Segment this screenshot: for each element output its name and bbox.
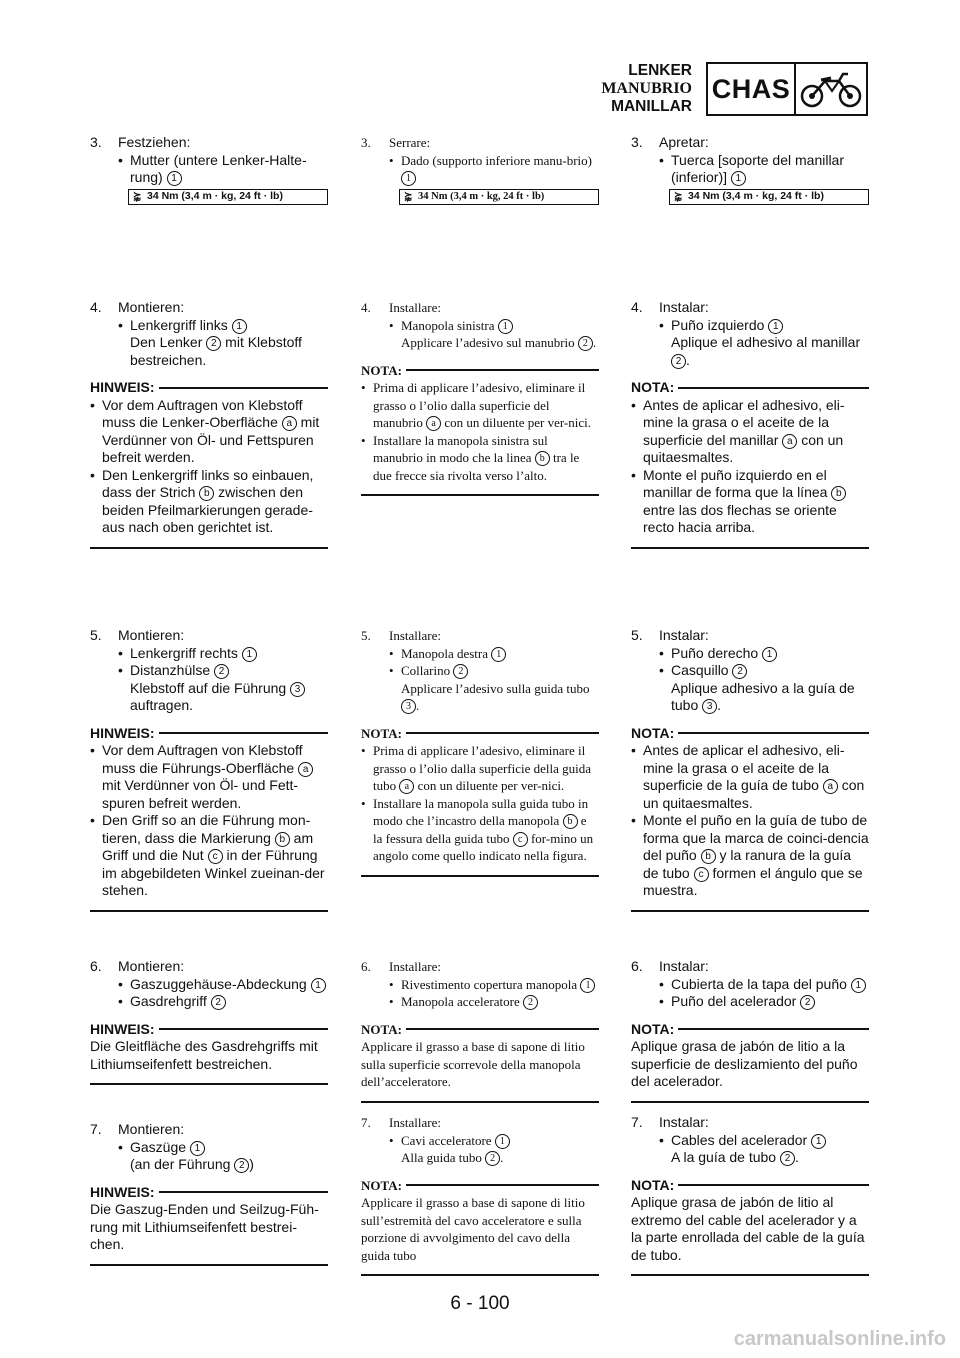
note-end-rule	[90, 910, 328, 912]
callout-mark: b	[535, 451, 550, 466]
col-de-step4	[90, 299, 328, 549]
callout-1: 1	[167, 171, 182, 186]
step-number: 4.	[361, 300, 371, 315]
bullet: •	[118, 151, 123, 168]
page-number: 6 - 100	[450, 1293, 510, 1314]
bullet: •	[631, 396, 636, 413]
callout-mark: 1	[491, 647, 506, 662]
note-end-rule	[631, 1274, 869, 1276]
watermark: carmanualsonline.info	[733, 1328, 946, 1350]
note-end-rule	[361, 494, 599, 496]
col-es-step6: 6. Instalar: • Cubierta de la tapa del puño 1 • Puño del acelerador 2 NOTA: Aplique grasa de jabón de litio a la superficie de deslizamiento del puño del acelerador.	[631, 958, 869, 1103]
step-heading: 7. Instalar:	[631, 1114, 709, 1130]
callout-mark: 2	[206, 336, 221, 351]
bullet: •	[631, 466, 636, 483]
wrench-icon: ⪺	[133, 190, 142, 202]
torque-spec: ⪺ 34 Nm (3,4 m · kg, 24 ft · lb)	[128, 189, 328, 205]
callout-mark: 2	[234, 1158, 249, 1173]
note-end-rule	[631, 1101, 869, 1103]
heading-rule	[678, 1028, 869, 1030]
bullet: •	[90, 812, 95, 828]
col-it-step7: 7. Installare: • Cavi acceleratore 1 Alla guida tubo 2 . NOTA: Applicare il grasso a base di sapone di litio sull’estremità del cavo acceleratore e sulla porzione di avvolgimento del cavo della guida tubo	[361, 1114, 599, 1276]
step-heading: 3. Apretar:	[631, 134, 709, 150]
step-heading: 6. Installare:	[361, 959, 441, 974]
note-heading: NOTA:	[631, 1021, 869, 1039]
bullet: •	[389, 317, 394, 333]
heading-rule	[406, 1028, 599, 1030]
callout-mark: 1	[190, 1141, 205, 1156]
bullet-item: • Dado (supporto inferiore manu-brio) 1	[389, 152, 592, 184]
callout-mark: b	[275, 832, 290, 847]
col-es-step7: 7. Instalar: • Cables del acelerador 1 A la guía de tubo 2 . NOTA: Aplique grasa de jabón de litio al extremo del cable del acelerador y a la parte enrollada del cable de la guía de tubo.	[631, 1114, 869, 1276]
callout-mark: a	[298, 762, 313, 777]
heading-rule	[678, 732, 869, 734]
note-bullet: • Prima di applicare l’adesivo, eliminare il grasso o l’olio dalla superficie della guida tubo a con un diluente per ver-nici.	[361, 743, 592, 793]
callout-mark: 1	[401, 171, 416, 186]
bullet-item: • Cables del acelerador 1	[631, 1132, 869, 1150]
bullet: •	[118, 644, 123, 661]
note-heading: NOTA:	[361, 362, 599, 380]
bullet: •	[361, 432, 366, 448]
step-number: 7.	[90, 1121, 102, 1137]
step-number: 7.	[361, 1115, 371, 1130]
bullet: •	[659, 644, 664, 661]
callout-mark: 1	[242, 647, 257, 662]
step-number: 4.	[90, 299, 102, 315]
note-end-rule	[90, 1264, 328, 1266]
bullet: •	[361, 795, 366, 811]
note-heading: HINWEIS:	[90, 1184, 328, 1202]
col-es-step4	[631, 299, 869, 549]
note-heading: HINWEIS:	[90, 379, 328, 397]
step-number: 3.	[361, 135, 371, 150]
bullet: •	[90, 742, 95, 758]
col-it-step3: 3. Serrare: • Dado (supporto inferiore manu-brio) 1 ⪺ 34 Nm (3,4 m · kg, 24 ft · lb)	[361, 134, 599, 205]
title-es: MANILLAR	[611, 98, 692, 115]
callout-mark: 2	[800, 995, 815, 1010]
bullet: •	[631, 742, 636, 758]
callout-mark: a	[782, 434, 797, 449]
bullet-item: • Gaszuggehäuse-Abdeckung 1	[90, 976, 328, 994]
step-heading: 5. Instalar:	[631, 627, 709, 643]
col-it-step6: 6. Installare: • Rivestimento copertura manopola 1 • Manopola acceleratore 2 NOTA: Applicare il grasso a base di sapone di litio sulla superficie scorrevole della manopola dell’acceleratore.	[361, 958, 599, 1103]
bullet-item: • Manopola destra 1	[361, 645, 599, 663]
note-heading: NOTA:	[361, 725, 599, 743]
note-bullet: • Vor dem Auftragen von Klebstoff muss die Lenker-Oberfläche a mit Verdünner von Öl- und Fettspuren befreit werden.	[90, 396, 320, 465]
callout-mark: b	[831, 486, 846, 501]
section-titles	[601, 62, 692, 116]
note-bullet: • Antes de aplicar el adhesivo, eli-mine la grasa o el aceite de la superficie de la guía de tubo a con un quitaesmaltes.	[631, 742, 865, 811]
sub-instruction: Aplique adhesivo a la guía de tubo 3 .	[671, 679, 855, 713]
step-number: 6.	[631, 958, 643, 974]
heading-rule	[159, 1028, 328, 1030]
wrench-icon: ⪺	[404, 190, 413, 202]
step-heading: 7. Montieren:	[90, 1121, 185, 1137]
callout-mark: 2	[214, 664, 229, 679]
bullet: •	[659, 1131, 664, 1148]
col-de-step7: 7. Montieren: • Gaszüge 1 (an der Führung 2 ) HINWEIS: Die Gaszug-Enden und Seilzug-Füh-rung mit Lithiumseifenfett bestrei-chen.	[90, 1121, 328, 1266]
callout-mark: a	[426, 416, 441, 431]
title-it: MANUBRIO	[601, 80, 692, 97]
note-bullet: • Monte el puño izquierdo en el manillar de forma que la línea b entre las dos flechas se oriente recto hacia arriba.	[631, 467, 869, 537]
heading-rule	[406, 1184, 599, 1186]
bullet-item: • Manopola acceleratore 2	[361, 993, 599, 1011]
note-end-rule	[631, 547, 869, 549]
sub-instruction: Applicare l’adesivo sul manubrio 2 .	[401, 335, 597, 350]
bullet-item: • Rivestimento copertura manopola 1	[361, 976, 599, 994]
step-number: 3.	[90, 134, 102, 150]
note-heading: HINWEIS:	[90, 725, 328, 743]
bullet: •	[659, 975, 664, 992]
callout-mark: c	[694, 867, 709, 882]
step-number: 3.	[631, 134, 643, 150]
bullet-item: • Casquillo 2	[631, 662, 869, 680]
note-end-rule	[361, 875, 599, 877]
motorcycle-icon	[796, 64, 866, 114]
note-heading: NOTA:	[631, 725, 869, 743]
chapter-label: CHAS	[708, 64, 796, 114]
col-es-step3: 3. Apretar: • Tuerca [soporte del manillar (inferior)] 1 ⪺ 34 Nm (3,4 m · kg, 24 ft · lb)	[631, 134, 869, 205]
bullet: •	[389, 1132, 394, 1148]
note-heading: NOTA:	[631, 379, 869, 397]
wrench-icon: ⪺	[674, 190, 683, 202]
callout-mark: 3	[401, 699, 416, 714]
col-es-step5	[631, 627, 869, 912]
bullet: •	[659, 662, 664, 678]
note-bullet: • Installare la manopola sulla guida tubo in modo che l’incastro della manopola b e la fessura della guida tubo c for-mino un angolo come quello indicato nella figura.	[361, 795, 594, 863]
step-heading: 5. Montieren:	[90, 627, 185, 643]
bullet: •	[361, 380, 366, 395]
step-heading: 4. Installare:	[361, 300, 441, 315]
bullet-item: • Puño del acelerador 2	[631, 993, 869, 1011]
bullet: •	[659, 316, 664, 333]
bullet-item: • Lenkergriff rechts 1	[90, 645, 328, 663]
callout-mark: 1	[580, 978, 595, 993]
note-bullet: • Den Griff so an die Führung mon-tieren, dass die Markierung b am Griff und die Nut c in der Führung im abgebildeten Winkel zueinan-der stehen.	[90, 812, 325, 898]
step-heading: 6. Montieren:	[90, 958, 185, 974]
bullet: •	[118, 316, 123, 333]
col-de-step5	[90, 627, 328, 912]
heading-rule	[159, 732, 328, 734]
note-end-rule	[631, 910, 869, 912]
callout-mark: 2	[211, 995, 226, 1010]
bullet-item: • Tuerca [soporte del manillar (inferior)] 1	[659, 151, 845, 185]
step-number: 7.	[631, 1114, 643, 1130]
callout-mark: b	[199, 486, 214, 501]
sub-instruction: Aplique el adhesivo al manillar 2 .	[671, 334, 861, 368]
bullet-item: • Cavi acceleratore 1	[361, 1132, 599, 1150]
bullet: •	[118, 1138, 123, 1155]
step-heading	[90, 134, 328, 152]
bullet-item	[90, 152, 328, 187]
bullet-item: • Puño derecho 1	[631, 645, 869, 663]
step-number: 6.	[90, 958, 102, 974]
callout-mark: b	[563, 814, 578, 829]
heading-rule	[406, 369, 599, 371]
note-bullet: • Monte el puño en la guía de tubo de forma que la marca de coinci-dencia del puño b y la ranura de la guía de tubo c formen el ángulo que se muestra.	[631, 812, 869, 898]
note-end-rule	[361, 1274, 599, 1276]
bullet: •	[118, 975, 123, 992]
callout-mark: c	[208, 849, 223, 864]
heading-rule	[406, 732, 599, 734]
callout-mark: 1	[762, 647, 777, 662]
callout-mark: 2	[523, 995, 538, 1010]
sub-instruction: A la guía de tubo 2 .	[671, 1149, 799, 1165]
bullet: •	[659, 993, 664, 1009]
note-end-rule	[361, 1101, 599, 1103]
note-end-rule	[90, 1083, 328, 1085]
note-bullet: • Den Lenkergriff links so einbauen, dass der Strich b zwischen den beiden Pfeilmarkierungen gerade-aus nach oben gerichtet ist.	[90, 466, 314, 535]
step-number: 5.	[631, 627, 643, 643]
note-heading: HINWEIS:	[90, 1021, 328, 1039]
step-number: 5.	[361, 628, 371, 643]
step-heading: 4. Instalar:	[631, 299, 709, 315]
note-bullet: • Prima di applicare l’adesivo, eliminare il grasso o l’olio dalla superficie del manubrio a con un diluente per ver-nici.	[361, 380, 591, 430]
callout-mark: 1	[731, 171, 746, 186]
bullet-item: • Collarino 2	[361, 662, 599, 680]
step-heading: 7. Installare:	[361, 1115, 441, 1130]
callout-mark: 1	[495, 1134, 510, 1149]
step-number: 5.	[90, 627, 102, 643]
callout-mark: 3	[702, 699, 717, 714]
bullet: •	[389, 152, 394, 168]
note-heading: NOTA:	[361, 1177, 599, 1195]
heading-rule	[159, 1191, 328, 1193]
bullet-item: • Distanzhülse 2	[90, 662, 328, 680]
bullet: •	[389, 663, 394, 678]
step-heading: 6. Instalar:	[631, 958, 709, 974]
note-end-rule	[90, 547, 328, 549]
note-bullet: • Vor dem Auftragen von Klebstoff muss die Führungs-Oberfläche a mit Verdünner von Öl- und Fett-spuren befreit werden.	[90, 742, 328, 812]
step-heading: 4. Montieren:	[90, 299, 185, 315]
col-it-step5	[361, 627, 599, 877]
callout-mark: 2	[671, 354, 686, 369]
bullet: •	[389, 976, 394, 992]
callout-mark: 1	[498, 319, 513, 334]
note-bullet: • Antes de aplicar el adhesivo, eli-mine la grasa o el aceite de la superficie del manillar a con un quitaesmaltes.	[631, 396, 845, 465]
callout-mark: 2	[578, 336, 593, 351]
callout-mark: 1	[232, 319, 247, 334]
callout-mark: a	[823, 779, 838, 794]
step-number: 6.	[361, 959, 371, 974]
callout-mark: a	[399, 779, 414, 794]
note-bullet: • Installare la manopola sinistra sul manubrio in modo che la linea b tra le due frecce sia rivolta verso l’alto.	[361, 432, 580, 483]
callout-mark: 2	[732, 664, 747, 679]
col-de-step3	[90, 134, 328, 205]
bullet-text: Mutter (untere Lenker-Halte-rung)	[130, 151, 307, 185]
step-heading: 3. Serrare:	[361, 135, 431, 150]
bullet-item: • Manopola sinistra 1	[361, 317, 599, 335]
note-heading: NOTA:	[361, 1021, 599, 1039]
heading-rule	[159, 387, 328, 389]
sub-instruction: Den Lenker 2 mit Klebstoff bestreichen.	[130, 334, 302, 368]
callout-mark: 2	[453, 664, 468, 679]
col-de-step6: 6. Montieren: • Gaszuggehäuse-Abdeckung 1 • Gasdrehgriff 2 HINWEIS: Die Gleitfläche des Gasdrehgriffs mit Lithiumseifenfett bestreichen.	[90, 958, 328, 1085]
step-heading: 5. Installare:	[361, 628, 441, 643]
bullet-item: • Cubierta de la tapa del puño 1	[631, 976, 869, 994]
callout-mark: 3	[290, 682, 305, 697]
sub-instruction: Alla guida tubo 2 .	[401, 1150, 504, 1165]
heading-rule	[678, 1184, 869, 1186]
bullet-item: • Gasdrehgriff 2	[90, 993, 328, 1011]
step-number: 4.	[631, 299, 643, 315]
callout-mark: 1	[768, 319, 783, 334]
chapter-badge	[706, 62, 868, 116]
step-title: Festziehen:	[118, 134, 191, 150]
bullet: •	[90, 396, 95, 413]
bullet: •	[361, 743, 366, 758]
callout-mark: 1	[311, 978, 326, 993]
bullet: •	[631, 812, 636, 828]
col-it-step4	[361, 299, 599, 496]
callout-mark: 1	[851, 978, 866, 993]
sub-instruction: (an der Führung 2 )	[130, 1156, 254, 1172]
callout-mark: 1	[811, 1134, 826, 1149]
callout-mark: c	[513, 832, 528, 847]
bullet: •	[389, 994, 394, 1009]
callout-mark: 2	[780, 1151, 795, 1166]
bullet: •	[90, 466, 95, 483]
bullet-item: • Gaszüge 1	[90, 1139, 328, 1157]
sub-instruction: Klebstoff auf die Führung 3 auftragen.	[130, 680, 328, 715]
sub-instruction: Applicare l’adesivo sulla guida tubo 3 .	[401, 680, 590, 713]
bullet-item: • Puño izquierdo 1	[631, 317, 869, 335]
callout-mark: 2	[485, 1151, 500, 1166]
bullet: •	[118, 662, 123, 678]
note-heading: NOTA:	[631, 1177, 869, 1195]
bullet: •	[659, 151, 664, 168]
bullet: •	[389, 645, 394, 661]
title-de: LENKER	[628, 62, 692, 79]
callout-mark: a	[282, 416, 297, 431]
heading-rule	[678, 387, 869, 389]
bullet: •	[118, 993, 123, 1009]
bullet-item: • Lenkergriff links 1	[90, 317, 328, 335]
callout-mark: b	[701, 849, 716, 864]
